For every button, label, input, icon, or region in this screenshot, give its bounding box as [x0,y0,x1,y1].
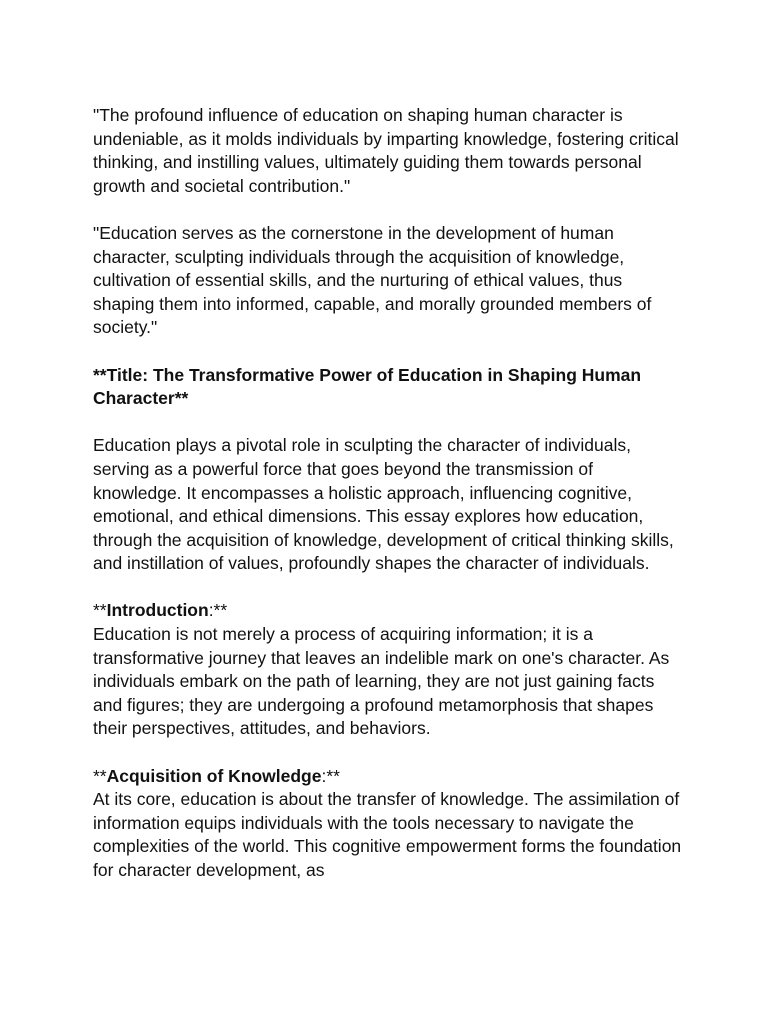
heading-text: Acquisition of Knowledge [106,765,322,786]
quote-paragraph-1: "The profound influence of education on shaping human character is undeniable, as it molds individuals by imparting knowledge, fostering critical thinking, and instilling values, ultimately guiding them towards personal growth and societal contribution." [93,105,679,196]
intro-paragraph: Education plays a pivotal role in sculpting the character of individuals, serving as a powerful force that goes beyond the transmission of knowledge. It encompasses a holistic approach, influencing cognitive, emotional, and ethical dimensions. This essay explores how education, through the acquisition of knowledge, development of critical thinking skills, and instillation of values, profoundly shapes the character of individuals. [93,435,674,574]
heading-prefix: ** [93,765,107,786]
section-body-acquisition: At its core, education is about the transfer of knowledge. The assimilation of information equips individuals with the tools necessary to navigate the complexities of the world. This cognitive empowerment forms the foundation for character development, as [93,789,682,880]
document-page [93,104,683,906]
quote-paragraph-2: "Education serves as the cornerstone in the development of human character, sculpting individuals through the acquisition of knowledge, cultivation of essential skills, and the nurturing of ethical values, thus shaping them into informed, capable, and morally grounded members of society." [93,222,652,338]
heading-suffix: :** [208,600,228,621]
section-body-introduction: Education is not merely a process of acquiring information; it is a transformative journey that leaves an indelible mark on one's character. As individuals embark on the path of learning, they are not just gaining facts and figures; they are undergoing a profound metamorphosis that shapes their perspectives, attitudes, and behaviors. [93,624,670,739]
section-heading-acquisition [93,765,683,789]
section-heading-introduction [93,599,683,623]
heading-text: Introduction [106,600,209,621]
heading-prefix: ** [93,600,107,621]
heading-suffix: :** [321,765,340,786]
essay-title: **Title: The Transformative Power of Education in Shaping Human Character** [93,364,642,409]
